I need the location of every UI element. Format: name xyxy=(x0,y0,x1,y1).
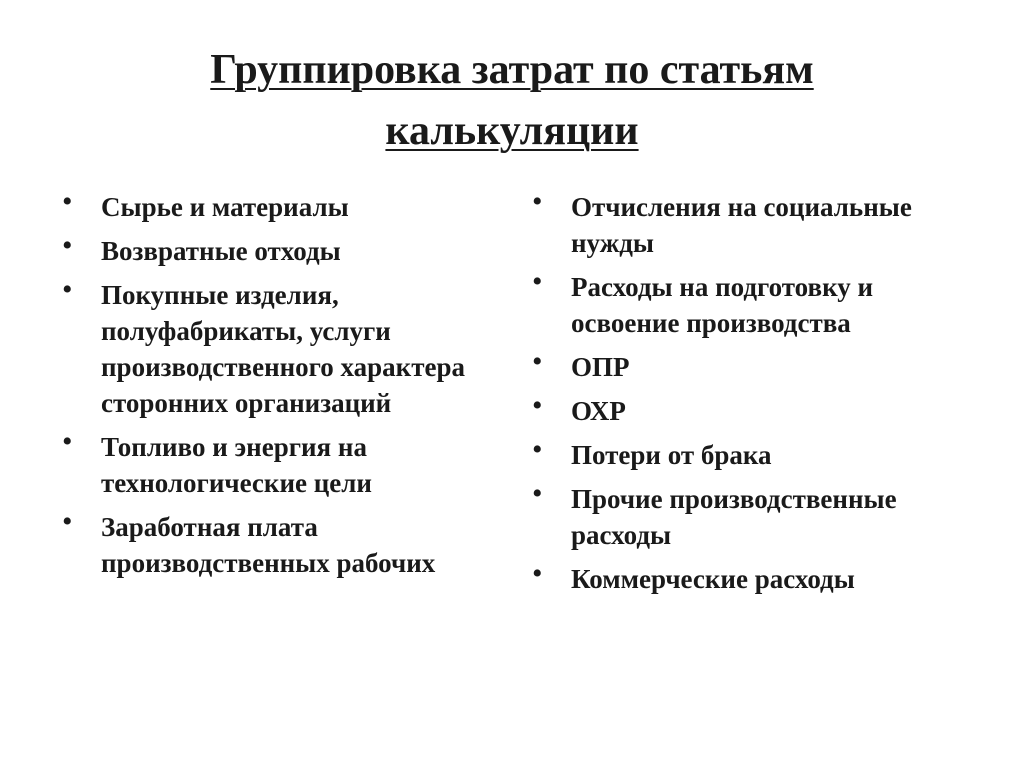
list-item-text: Прочие производственные расходы xyxy=(571,484,897,550)
list-item xyxy=(530,557,980,597)
list-item xyxy=(530,185,980,261)
left-bullet-list xyxy=(60,185,480,589)
list-item-text: Потери от брака xyxy=(571,440,772,470)
list-item-text: Сырье и материалы xyxy=(101,192,349,222)
list-item xyxy=(60,273,480,421)
list-item-text: ОХР xyxy=(571,396,626,426)
list-item-text: Топливо и энергия на технологические цели xyxy=(101,432,372,498)
bullet-icon: • xyxy=(532,389,543,422)
list-item xyxy=(530,265,980,341)
list-item-text: ОПР xyxy=(571,352,630,382)
bullet-icon: • xyxy=(532,265,543,298)
list-item xyxy=(60,505,480,581)
bullet-icon: • xyxy=(532,557,543,590)
bullet-icon: • xyxy=(532,185,543,218)
bullet-icon: • xyxy=(62,505,73,538)
bullet-icon: • xyxy=(62,185,73,218)
slide-title-line-2: калькуляции xyxy=(385,108,639,154)
list-item-text: Возвратные отходы xyxy=(101,236,341,266)
slide-title-line-1: Группировка затрат по статьям xyxy=(210,47,814,93)
list-item xyxy=(60,229,480,269)
list-item-text: Покупные изделия, полуфабрикаты, услуги производственного характера сторонних организаций xyxy=(101,280,465,418)
list-item-text: Коммерческие расходы xyxy=(571,564,855,594)
list-item xyxy=(530,389,980,429)
slide-title xyxy=(60,40,964,162)
list-item xyxy=(530,345,980,385)
right-bullet-list xyxy=(530,185,980,605)
bullet-icon: • xyxy=(62,229,73,262)
list-item-text: Расходы на подготовку и освоение производства xyxy=(571,272,874,338)
bullet-icon: • xyxy=(62,273,73,306)
bullet-icon: • xyxy=(62,425,73,458)
list-item xyxy=(530,433,980,473)
bullet-icon: • xyxy=(532,345,543,378)
bullet-icon: • xyxy=(532,433,543,466)
bullet-icon: • xyxy=(532,477,543,510)
list-item xyxy=(530,477,980,553)
list-item-text: Заработная плата производственных рабочих xyxy=(101,512,436,578)
list-item xyxy=(60,185,480,225)
list-item xyxy=(60,425,480,501)
list-item-text: Отчисления на социальные нужды xyxy=(571,192,912,258)
